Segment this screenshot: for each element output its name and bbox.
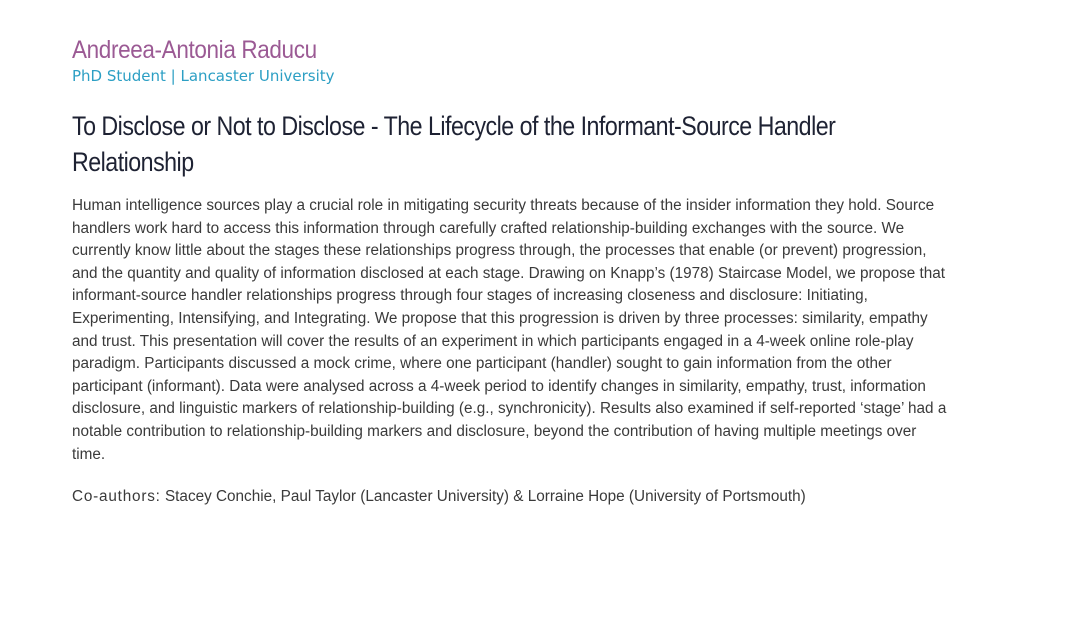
author-name: Andreea-Antonia Raducu (72, 36, 317, 64)
coauthors-label: Co-authors: (72, 488, 161, 506)
author-affiliation: PhD Student | Lancaster University (72, 67, 335, 85)
coauthors-line (72, 486, 952, 508)
abstract-text: Human intelligence sources play a crucial role in mitigating security threats because of the insider information they hold. Source handlers work hard to access this information through carefully crafted relationship-building exchanges with the source. We currently know little about the stages these relationships progress through, the processes that enable (or prevent) progression, and the quantity and quality of information disclosed at each stage. Drawing on Knapp’s (1978) Staircase Model, we propose that informant-source handler relationships progress through four stages of increasing closeness and disclosure: Initiating, Experimenting, Intensifying, and Integrating. We propose that this progression is driven by three processes: similarity, empathy and trust. This presentation will cover the results of an experiment in which participants engaged in a 4-week online role-play paradigm. Participants discussed a mock crime, where one participant (handler) sought to gain information from the other participant (informant). Data were analysed across a 4-week period to identify changes in similarity, empathy, trust, information disclosure, and linguistic markers of relationship-building (e.g., synchronicity). Results also examined if self-reported ‘stage’ had a notable contribution to relationship-building markers and disclosure, beyond the contribution of having multiple meetings over time. (72, 197, 947, 463)
talk-title: To Disclose or Not to Disclose - The Lifecycle of the Informant-Source Handler Relationship (72, 111, 836, 177)
coauthors-names: Stacey Conchie, Paul Taylor (Lancaster University) & Lorraine Hope (University of Portsmouth) (164, 488, 806, 506)
abstract-page (72, 36, 952, 508)
